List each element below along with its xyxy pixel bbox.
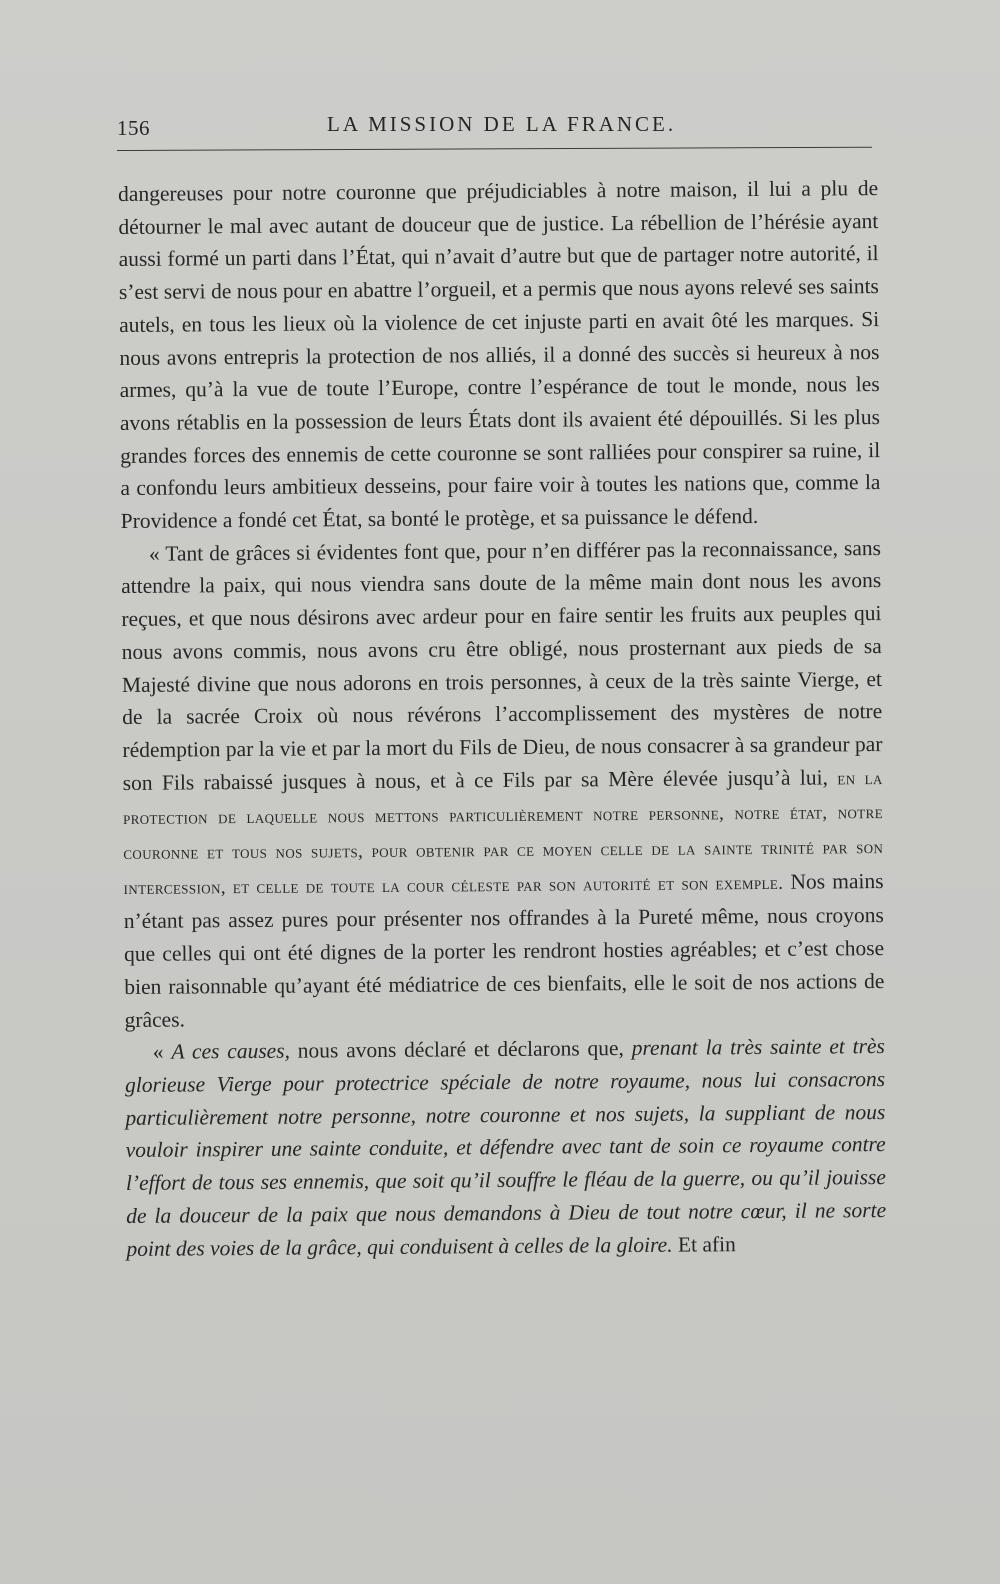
paragraph-2-small-caps: en la protection de laquelle nous mettons particulièrement notre personne, notre état, notre couronne et tous nos sujets, pour obtenir par ce moyen celle de la sainte trinité par son intercession, et celle de toute la cour céleste par son autorité et son exemple. <box>122 767 884 899</box>
paragraph-3-roman-a: nous avons déclaré et déclarons que, <box>289 1036 632 1063</box>
paragraph-2-text-a: « Tant de grâces si évidentes font que, pour n’en différer pas la reconnaissance, sans attendre la paix, qui nous viendra sans doute de la même main dont nous les avons reçues, et que nous désirons avec ardeur pour en faire sentir les fruits aux peuples qui nous avons commis, nous avons cru être obligé, nous prosternant aux pieds de sa Majesté divine que nous adorons en trois personnes, à ceux de la très sainte Vierge, et de la sacrée Croix où nous révérons l’accomplissement des mystères de notre rédemption par la vie et par la mort du Fils de Dieu, de nous consacrer à sa grandeur par son Fils rabaissé jusques à nous, et à ce Fils par sa Mère élevée jusqu’à lui, <box>121 535 883 795</box>
paragraph-3-italic-b: prenant la très sainte et très glorieuse Vierge pour protectrice spéciale de notre royaume, nous lui consacrons particulièrement notre personne, notre couronne et nos sujets, la suppliant de nous vouloir inspirer une sainte conduite, et défendre avec tant de soin ce royaume contre l’effort de tous ses ennemis, que soit qu’il souffre le fléau de la guerre, ou qu’il jouisse de la douceur de la paix que nous demandons à Dieu de tout notre cœur, il ne sorte point des voies de la grâce, qui conduisent à celles de la gloire. <box>125 1034 887 1261</box>
running-title: LA MISSION DE LA FRANCE. <box>327 112 677 136</box>
page-header <box>117 104 872 144</box>
paragraph-3 <box>125 1030 887 1265</box>
paragraph-3-quote-open: « <box>152 1039 172 1065</box>
header-rule <box>117 147 872 151</box>
paragraph-3-roman-b: Et afin <box>672 1231 736 1257</box>
paragraph-2-text-b: Nos mains n’étant pas assez pures pour présenter nos offrandes à la Pureté même, nous croyons que celles qui ont été dignes de la porter les rendront hosties agréables; et c’est chose bien raisonnable qu’ayant été médiatrice de ces bienfaits, elle le soit de nos actions de grâces. <box>123 868 885 1032</box>
paragraph-2 <box>121 532 885 1037</box>
paragraph-1: dangereuses pour notre couronne que préjudiciables à notre maison, il lui a plu de détourner le mal avec autant de douceur que de justice. La rébellion de l’hérésie ayant aussi formé un parti dans l’État, qui n’avait d’autre but que de partager notre autorité, il s’est servi de nous pour en abattre l’orgueil, et a permis que nous ayons relevé ses saints autels, en tous les lieux où la violence de cet injuste parti en avait ôté les marques. Si nous avons entrepris la protection de nos alliés, il a donné des succès si heureux à nos armes, qu’à la vue de toute l’Europe, contre l’espérance de tout le monde, nous les avons rétablis en la possession de leurs États dont ils avaient été dépouillés. Si les plus grandes forces des ennemis de cette couronne se sont ralliées pour conspirer sa ruine, il a confondu leurs ambitieux desseins, pour faire voir à toutes les nations que, comme la Providence a fondé cet État, sa bonté le protège, et sa puissance le défend. <box>118 176 881 534</box>
paragraph-3-italic-a: A ces causes, <box>171 1038 291 1064</box>
body-text <box>118 172 887 1265</box>
page-number: 156 <box>117 116 150 140</box>
